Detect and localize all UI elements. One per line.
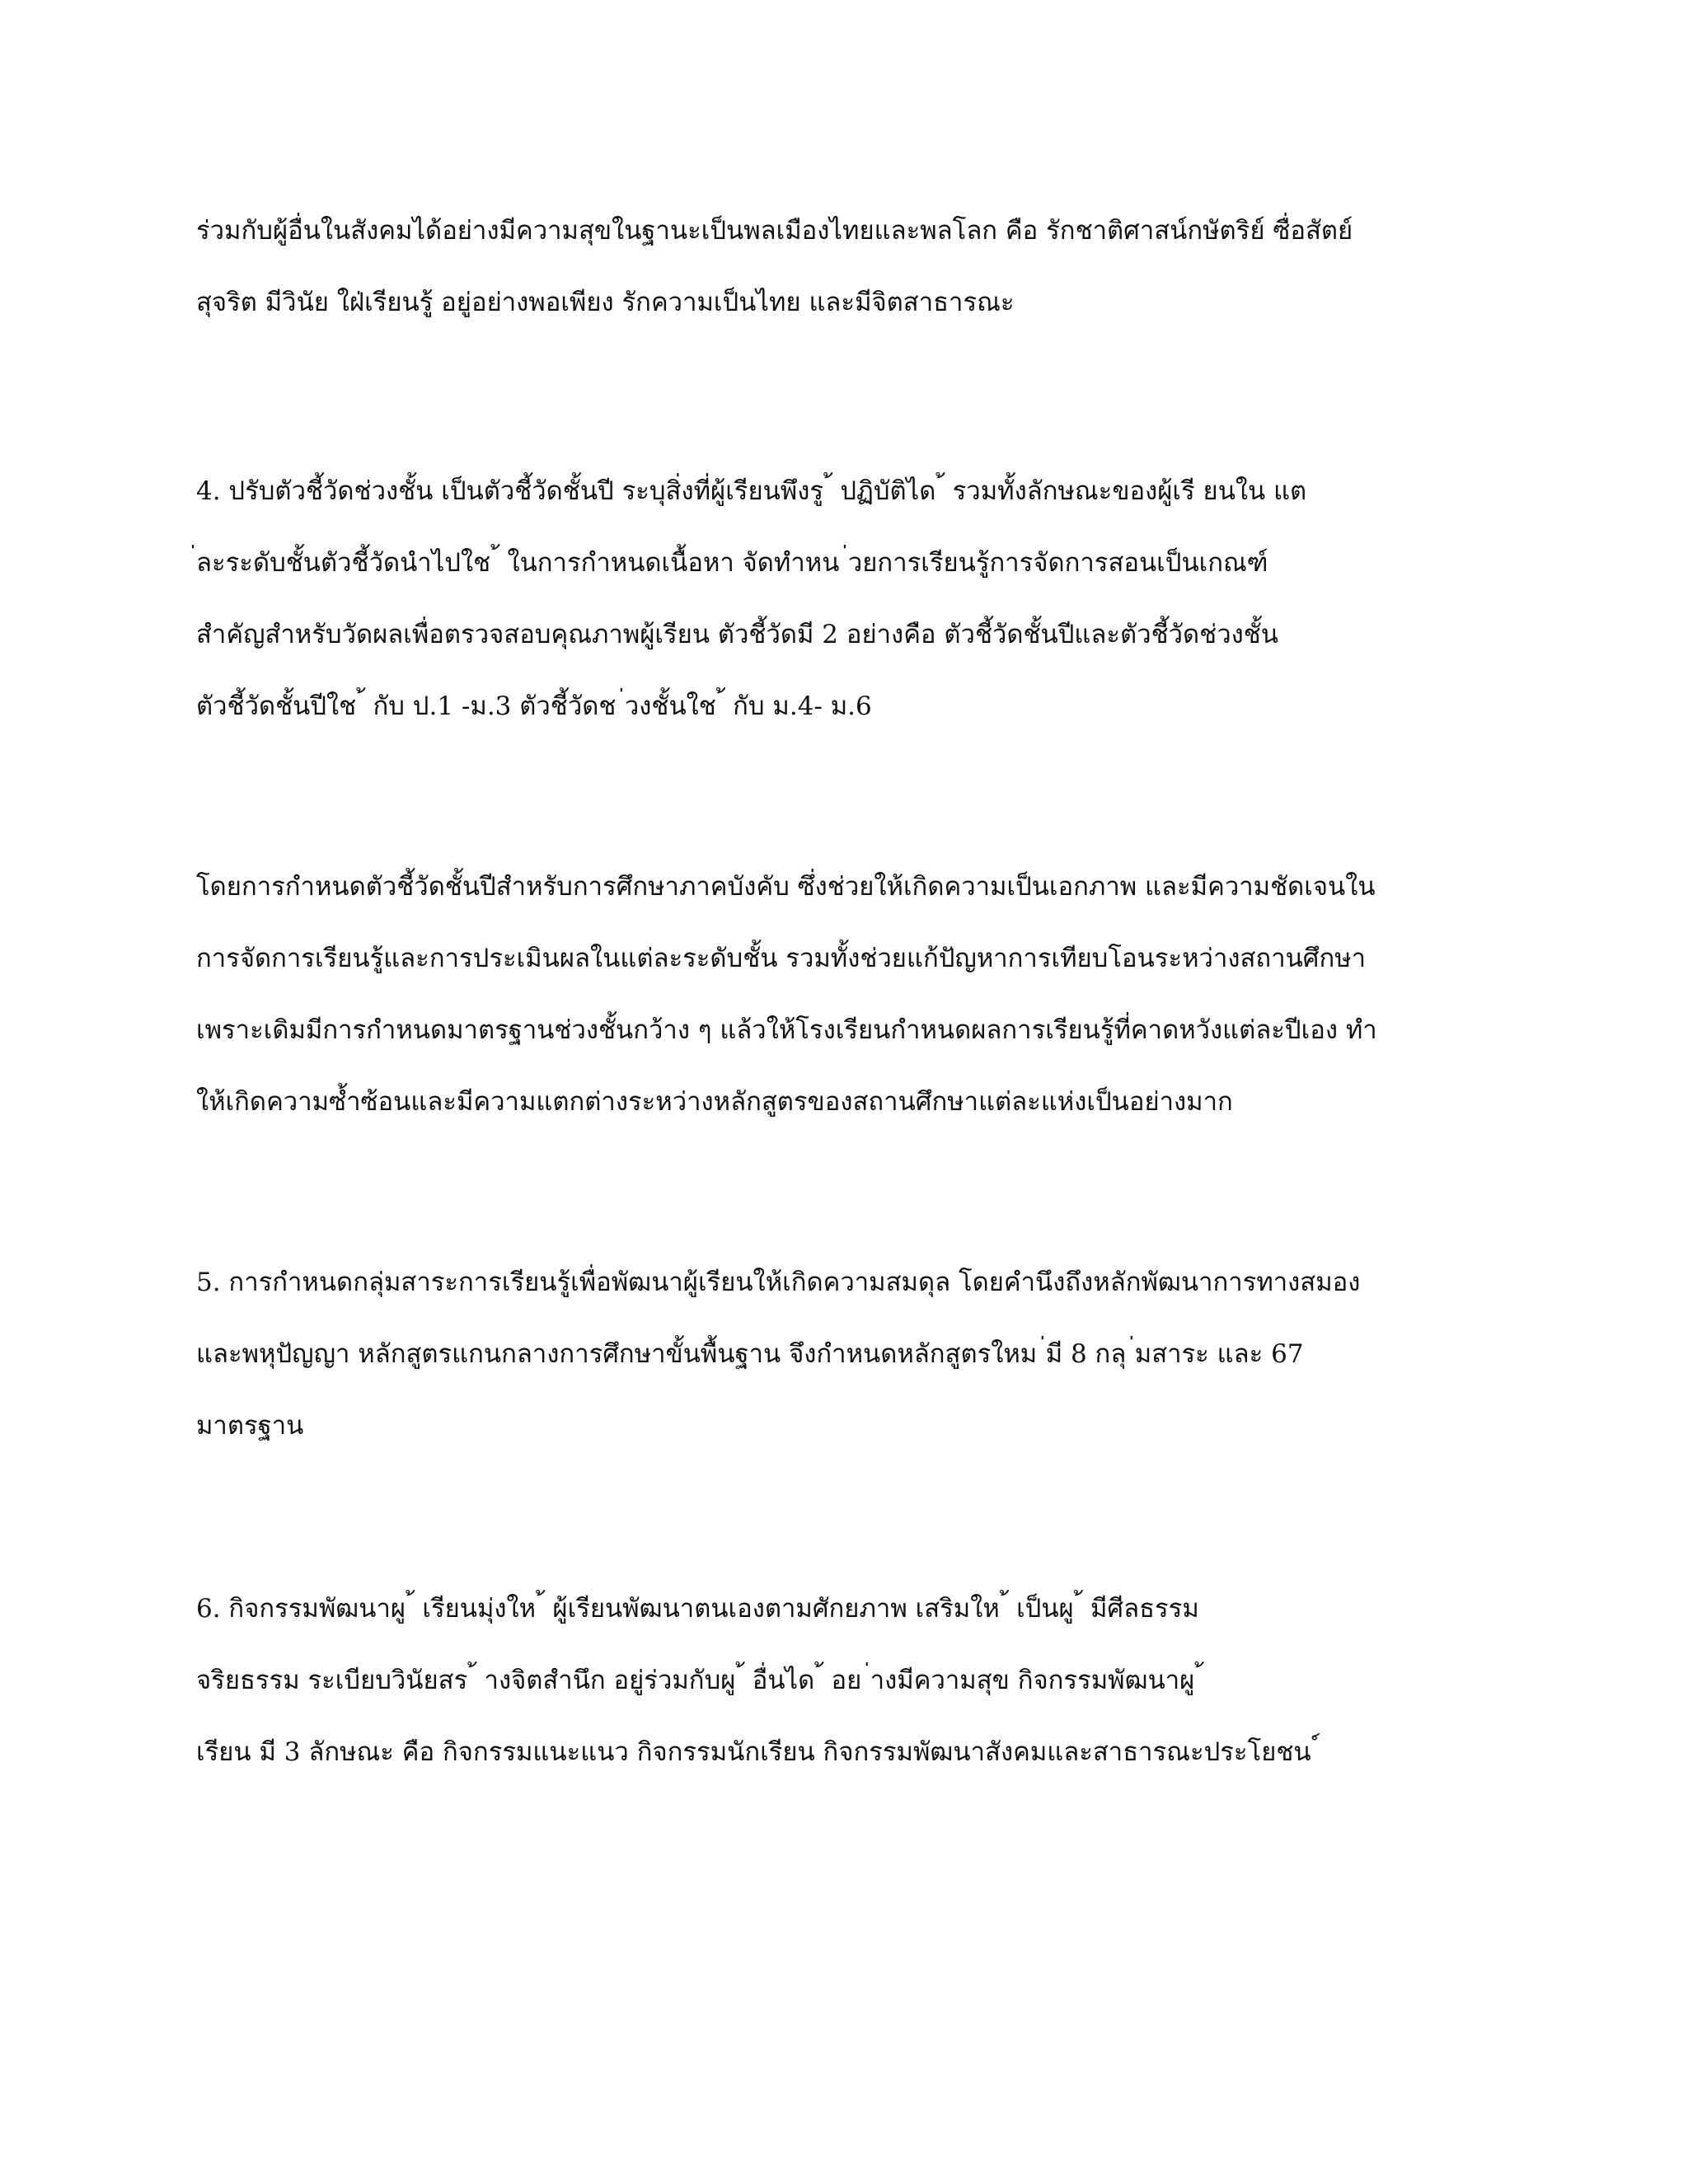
text-line: เพราะเดิมมีการกำหนดมาตรฐานช่วงชั้นกว้าง ๆ แล้วให้โรงเรียนกำหนดผลการเรียนรู้ที่คาดหวังแต่ละปีเอง ทำ <box>196 1015 1377 1045</box>
text-line: ร่วมกับผู้อื่นในสังคมได้อย่างมีความสุขในฐานะเป็นพลเมืองไทยและพลโลก คือ รักชาติศาสน์กษัตริย์ ซื่อสัตย์ <box>196 216 1353 246</box>
text-line: 4. ปรับตัวชี้วัดช่วงชั้น เป็นตัวชี้วัดชั้นปี ระบุสิ่งที่ผู้เรียนพึงรู ้ ปฏิบัติได ้ รวมทั้งลักษณะของผู้เรี ยนใน แต <box>196 476 1307 506</box>
text-line: 6. กิจกรรมพัฒนาผู ้ เรียนมุ่งให ้ ผู้เรียนพัฒนาตนเองตามศักยภาพ เสริมให ้ เป็นผู ้ มีศีลธรรม <box>196 1594 1199 1624</box>
text-line: จริยธรรม ระเบียบวินัยสร ้ างจิตสำนึก อยู่ร่วมกับผู ้ อื่นได ้ อย ่างมีความสุข กิจกรรมพัฒนาผู ้ <box>196 1666 1203 1695</box>
paragraph-item-5-learning-areas <box>196 1247 1498 1462</box>
paragraph-grade-indicators-rationale <box>196 851 1498 1138</box>
text-line: ให้เกิดความซ้ำซ้อนและมีความแตกต่างระหว่างหลักสูตรของสถานศึกษาแต่ละแห่งเป็นอย่างมาก <box>196 1087 1233 1117</box>
text-line: และพหุปัญญา หลักสูตรแกนกลางการศึกษาขั้นพื้นฐาน จึงกำหนดหลักสูตรใหม ่มี 8 กลุ ่มสาระ และ 67 <box>196 1339 1304 1369</box>
text-line: ่ละระดับชั้นตัวชี้วัดนำไปใช ้ ในการกำหนดเนื้อหา จัดทำหน ่วยการเรียนรู้การจัดการสอนเป็นเกณฑ์ <box>196 548 1268 578</box>
text-line: มาตรฐาน <box>196 1411 304 1441</box>
text-line: เรียน มี 3 ลักษณะ คือ กิจกรรมแนะแนว กิจกรรมนักเรียน กิจกรรมพัฒนาสังคมและสาธารณะประโยชน ์ <box>196 1737 1320 1767</box>
paragraph-item-4-indicators <box>196 456 1498 743</box>
text-line: ตัวชี้วัดชั้นปีใช ้ กับ ป.1 -ม.3 ตัวชี้วัดช ่วงชั้นใช ้ กับ ม.4- ม.6 <box>196 691 872 721</box>
text-line: โดยการกำหนดตัวชี้วัดชั้นปีสำหรับการศึกษาภาคบังคับ ซึ่งช่วยให้เกิดความเป็นเอกภาพ และมีความชัดเจนใน <box>196 872 1376 902</box>
text-line: สุจริต มีวินัย ใฝ่เรียนรู้ อยู่อย่างพอเพียง รักความเป็นไทย และมีจิตสาธารณะ <box>196 288 1015 317</box>
text-line: การจัดการเรียนรู้และการประเมินผลในแต่ละระดับชั้น รวมทั้งช่วยแก้ปัญหาการเทียบโอนระหว่างสถานศึกษา <box>196 944 1367 973</box>
paragraph-item-6-activities <box>196 1573 1498 1788</box>
text-line: สำคัญสำหรับวัดผลเพื่อตรวจสอบคุณภาพผู้เรียน ตัวชี้วัดมี 2 อย่างคือ ตัวชี้วัดชั้นปีและตัวชี้วัดช่วงชั้น <box>196 620 1278 649</box>
text-line: 5. การกำหนดกลุ่มสาระการเรียนรู้เพื่อพัฒนาผู้เรียนให้เกิดความสมดุล โดยคำนึงถึงหลักพัฒนาการทางสมอง <box>196 1268 1361 1297</box>
paragraph-citizen-traits <box>196 195 1498 339</box>
